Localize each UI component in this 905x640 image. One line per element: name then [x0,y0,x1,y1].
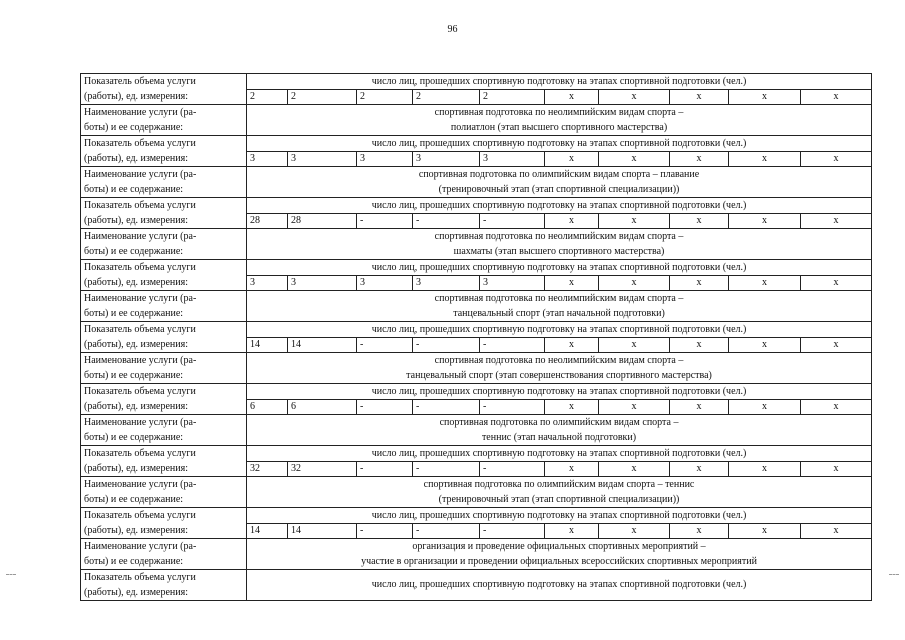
label-line: боты) и ее содержание: [84,246,184,257]
volume-indicator-label [81,74,247,105]
value-cell: 3 [357,152,413,167]
service-content-line: спортивная подготовка по неолимпийским видам спорта – [434,107,684,118]
value-cell: x [599,214,670,229]
service-row [81,167,872,198]
value-cell: x [801,276,872,291]
value-cell: x [729,400,801,415]
value-cell: x [801,338,872,353]
label-line: Показатель объема услуги [84,448,196,459]
label-line: боты) и ее содержание: [84,494,184,505]
table-body [81,74,872,601]
value-cell: x [729,90,801,105]
service-name-label [81,539,247,570]
value-cell: - [480,400,545,415]
value-cell: x [801,152,872,167]
value-cell: - [357,462,413,477]
service-row [81,353,872,384]
service-content-line: участие в организации и проведении официальных всероссийских спортивных мероприятий [361,556,757,567]
value-cell: x [729,214,801,229]
value-cell: x [599,90,670,105]
value-cell: x [599,276,670,291]
indicator-description: число лиц, прошедших спортивную подготовку на этапах спортивной подготовки (чел.) [247,570,872,601]
service-name-label [81,415,247,446]
value-cell: 3 [413,276,480,291]
indicator-row [81,198,872,214]
label-line: боты) и ее содержание: [84,308,184,319]
service-content-line: организация и проведение официальных спортивных мероприятий – [412,541,706,552]
indicator-row [81,260,872,276]
service-content [247,291,872,322]
value-cell: x [545,214,599,229]
value-cell: x [545,90,599,105]
value-cell: x [801,524,872,539]
service-content-line: спортивная подготовка по олимпийским видам спорта – [439,417,679,428]
value-cell: - [413,400,480,415]
value-cell: x [670,152,729,167]
service-name-label [81,229,247,260]
value-cell: 3 [247,152,288,167]
value-cell: - [413,338,480,353]
value-cell: x [729,152,801,167]
label-line: Показатель объема услуги [84,510,196,521]
value-cell: 14 [288,524,357,539]
value-cell: 2 [413,90,480,105]
value-cell: x [801,400,872,415]
indicator-row [81,446,872,462]
indicator-description: число лиц, прошедших спортивную подготовку на этапах спортивной подготовки (чел.) [247,136,872,152]
value-cell: - [413,462,480,477]
label-line: Наименование услуги (ра- [84,169,197,180]
service-content [247,353,872,384]
label-line: боты) и ее содержание: [84,370,184,381]
label-line: (работы), ед. измерения: [84,339,188,350]
indicator-description: число лиц, прошедших спортивную подготовку на этапах спортивной подготовки (чел.) [247,74,872,90]
indicator-description: число лиц, прошедших спортивную подготовку на этапах спортивной подготовки (чел.) [247,322,872,338]
label-line: (работы), ед. измерения: [84,91,188,102]
value-cell: - [357,214,413,229]
service-content [247,229,872,260]
label-line: боты) и ее содержание: [84,556,184,567]
margin-mark-right [889,574,899,575]
label-line: Наименование услуги (ра- [84,417,197,428]
label-line: Показатель объема услуги [84,200,196,211]
label-line: (работы), ед. измерения: [84,215,188,226]
service-content-line: спортивная подготовка по олимпийским видам спорта – плавание [418,169,700,180]
volume-indicator-label [81,570,247,601]
page-number: 96 [447,24,458,35]
service-content [247,105,872,136]
indicator-row [81,570,872,601]
service-content-line: шахматы (этап высшего спортивного мастерства) [453,246,665,257]
value-cell: x [599,524,670,539]
value-cell: x [801,462,872,477]
indicator-description: число лиц, прошедших спортивную подготовку на этапах спортивной подготовки (чел.) [247,198,872,214]
value-cell: 3 [288,152,357,167]
value-cell: 3 [480,152,545,167]
value-cell: 28 [247,214,288,229]
indicator-description: число лиц, прошедших спортивную подготовку на этапах спортивной подготовки (чел.) [247,260,872,276]
label-line: Показатель объема услуги [84,262,196,273]
label-line: (работы), ед. измерения: [84,587,188,598]
value-cell: - [480,462,545,477]
service-content [247,415,872,446]
service-name-label [81,167,247,198]
indicator-row [81,136,872,152]
label-line: Показатель объема услуги [84,76,196,87]
value-cell: 3 [480,276,545,291]
value-cell: x [599,152,670,167]
value-cell: - [480,338,545,353]
service-content-line: полиатлон (этап высшего спортивного мастерства) [450,122,668,133]
value-cell: x [599,338,670,353]
value-cell: 2 [247,90,288,105]
label-line: Показатель объема услуги [84,386,196,397]
service-content [247,539,872,570]
value-cell: x [545,152,599,167]
volume-indicator-label [81,322,247,353]
value-cell: - [357,338,413,353]
service-content-line: спортивная подготовка по неолимпийским видам спорта – [434,355,684,366]
value-cell: x [670,214,729,229]
label-line: Наименование услуги (ра- [84,293,197,304]
value-cell: x [545,276,599,291]
value-cell: 28 [288,214,357,229]
value-cell: - [480,524,545,539]
indicator-row [81,74,872,90]
label-line: (работы), ед. измерения: [84,463,188,474]
value-cell: x [729,524,801,539]
margin-mark-left [6,574,16,575]
value-cell: x [670,90,729,105]
indicator-row [81,508,872,524]
indicator-description: число лиц, прошедших спортивную подготовку на этапах спортивной подготовки (чел.) [247,446,872,462]
volume-indicator-label [81,260,247,291]
value-cell: 14 [247,524,288,539]
indicator-description: число лиц, прошедших спортивную подготовку на этапах спортивной подготовки (чел.) [247,384,872,400]
value-cell: x [545,462,599,477]
value-cell: x [801,214,872,229]
label-line: (работы), ед. измерения: [84,277,188,288]
value-cell: x [545,524,599,539]
volume-indicator-label [81,384,247,415]
label-line: (работы), ед. измерения: [84,401,188,412]
value-cell: 3 [288,276,357,291]
label-line: Наименование услуги (ра- [84,541,197,552]
service-content-line: спортивная подготовка по неолимпийским видам спорта – [434,293,684,304]
service-content-line: танцевальный спорт (этап начальной подготовки) [453,308,665,319]
value-cell: x [670,400,729,415]
service-row [81,105,872,136]
label-line: (работы), ед. измерения: [84,525,188,536]
volume-indicator-label [81,446,247,477]
value-cell: x [545,400,599,415]
service-name-label [81,353,247,384]
value-cell: x [729,276,801,291]
value-cell: x [670,524,729,539]
value-cell: x [670,338,729,353]
label-line: боты) и ее содержание: [84,184,184,195]
label-line: боты) и ее содержание: [84,122,184,133]
value-cell: 3 [357,276,413,291]
value-cell: x [670,462,729,477]
service-content-line: (тренировочный этап (этап спортивной специализации)) [438,184,680,195]
service-row [81,229,872,260]
service-content-line: танцевальный спорт (этап совершенствования спортивного мастерства) [406,370,712,381]
volume-indicator-label [81,136,247,167]
label-line: Показатель объема услуги [84,324,196,335]
value-cell: 32 [247,462,288,477]
value-cell: 2 [357,90,413,105]
service-content-line: (тренировочный этап (этап спортивной специализации)) [438,494,680,505]
service-content [247,477,872,508]
label-line: боты) и ее содержание: [84,432,184,443]
value-cell: 2 [288,90,357,105]
service-row [81,291,872,322]
indicator-description: число лиц, прошедших спортивную подготовку на этапах спортивной подготовки (чел.) [247,508,872,524]
service-content-line: спортивная подготовка по олимпийским видам спорта – теннис [423,479,695,490]
value-cell: - [413,214,480,229]
label-line: Показатель объема услуги [84,138,196,149]
volume-indicator-label [81,508,247,539]
indicator-row [81,322,872,338]
value-cell: x [729,338,801,353]
value-cell: 6 [247,400,288,415]
value-cell: x [670,276,729,291]
value-cell: x [545,338,599,353]
value-cell: 3 [413,152,480,167]
indicator-row [81,384,872,400]
value-cell: x [599,462,670,477]
value-cell: x [801,90,872,105]
label-line: Показатель объема услуги [84,572,196,583]
volume-indicator-label [81,198,247,229]
value-cell: - [413,524,480,539]
value-cell: - [480,214,545,229]
service-row [81,477,872,508]
label-line: (работы), ед. измерения: [84,153,188,164]
value-cell: 14 [288,338,357,353]
value-cell: 2 [480,90,545,105]
value-cell: 6 [288,400,357,415]
value-cell: x [729,462,801,477]
label-line: Наименование услуги (ра- [84,107,197,118]
label-line: Наименование услуги (ра- [84,355,197,366]
service-row [81,539,872,570]
service-name-label [81,477,247,508]
service-content-line: теннис (этап начальной подготовки) [481,432,637,443]
services-table [80,73,872,601]
value-cell: 14 [247,338,288,353]
value-cell: - [357,524,413,539]
service-row [81,415,872,446]
service-content [247,167,872,198]
value-cell: - [357,400,413,415]
service-name-label [81,105,247,136]
service-name-label [81,291,247,322]
value-cell: 32 [288,462,357,477]
service-content-line: спортивная подготовка по неолимпийским видам спорта – [434,231,684,242]
label-line: Наименование услуги (ра- [84,231,197,242]
value-cell: x [599,400,670,415]
value-cell: 3 [247,276,288,291]
label-line: Наименование услуги (ра- [84,479,197,490]
